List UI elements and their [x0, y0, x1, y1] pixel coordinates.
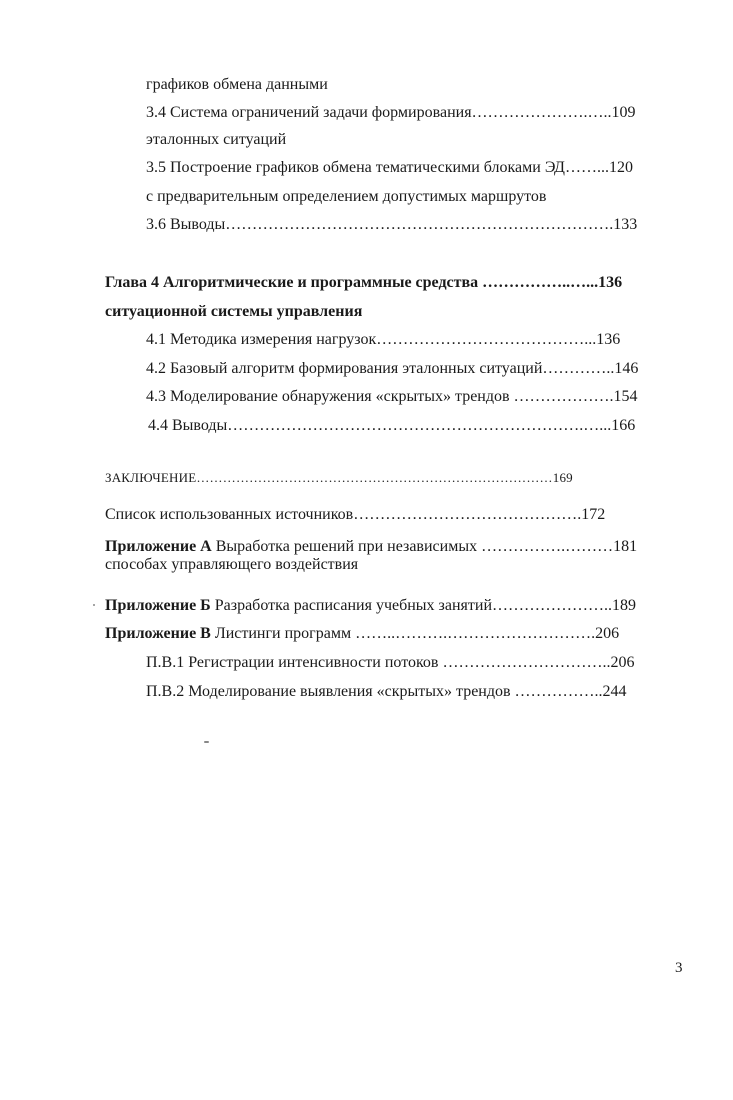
toc-line-3-4-cont: эталонных ситуаций	[146, 131, 287, 148]
toc-line-3-6: 3.6 Выводы……………………………………………………………….133	[146, 216, 638, 233]
toc-pv-2: П.В.2 Моделирование выявления «скрытых» трендов ……………..244	[146, 683, 627, 700]
appendix-a-label: Приложение А	[105, 538, 212, 555]
toc-appendix-b	[105, 596, 636, 616]
toc-line-4-3: 4.3 Моделирование обнаружения «скрытых» трендов ……………….154	[146, 388, 638, 405]
toc-conclusion: ЗАКЛЮЧЕНИЕ………………………………………………………………………169	[105, 470, 573, 485]
scan-speck	[93, 604, 95, 606]
appendix-a-title: Выработка решений при независимых …………….………181	[211, 538, 638, 555]
toc-chapter-4-cont: ситуационной системы управления	[105, 303, 363, 320]
toc-line-4-2: 4.2 Базовый алгоритм формирования эталонных ситуаций…………..146	[146, 360, 639, 377]
toc-line-4-4: 4.4 Выводы………………………………………………………….…...166	[148, 417, 636, 434]
toc-line-3-4: 3.4 Система ограничений задачи формирования………………….…..109	[146, 104, 636, 121]
page-number: 3	[675, 960, 683, 976]
appendix-b-title: Разработка расписания учебных занятий…………………..189	[210, 597, 636, 614]
appendix-v-label: Приложение В	[105, 625, 211, 642]
toc-line-3-5: 3.5 Построение графиков обмена тематическими блоками ЭД……...120	[146, 159, 633, 176]
toc-references: Список использованных источников…………………………………….172	[105, 506, 606, 523]
appendix-v-title: Листинги программ ……..……….……………………….206	[210, 625, 620, 642]
toc-chapter-4: Глава 4 Алгоритмические и программные средства ……………..…...136	[105, 274, 623, 291]
toc-pv-1: П.В.1 Регистрации интенсивности потоков …………………………..206	[146, 654, 635, 671]
toc-line-4-1: 4.1 Методика измерения нагрузок…………………………………...136	[146, 331, 621, 348]
toc-appendix-a	[105, 537, 637, 557]
toc-line-3-3-cont: графиков обмена данными	[146, 76, 328, 93]
scan-speck	[204, 741, 209, 743]
toc-line-3-5-cont: с предварительным определением допустимых маршрутов	[146, 188, 547, 205]
toc-appendix-v	[105, 624, 619, 644]
toc-appendix-a-cont: способах управляющего воздействия	[105, 556, 359, 573]
appendix-b-label: Приложение Б	[105, 597, 211, 614]
